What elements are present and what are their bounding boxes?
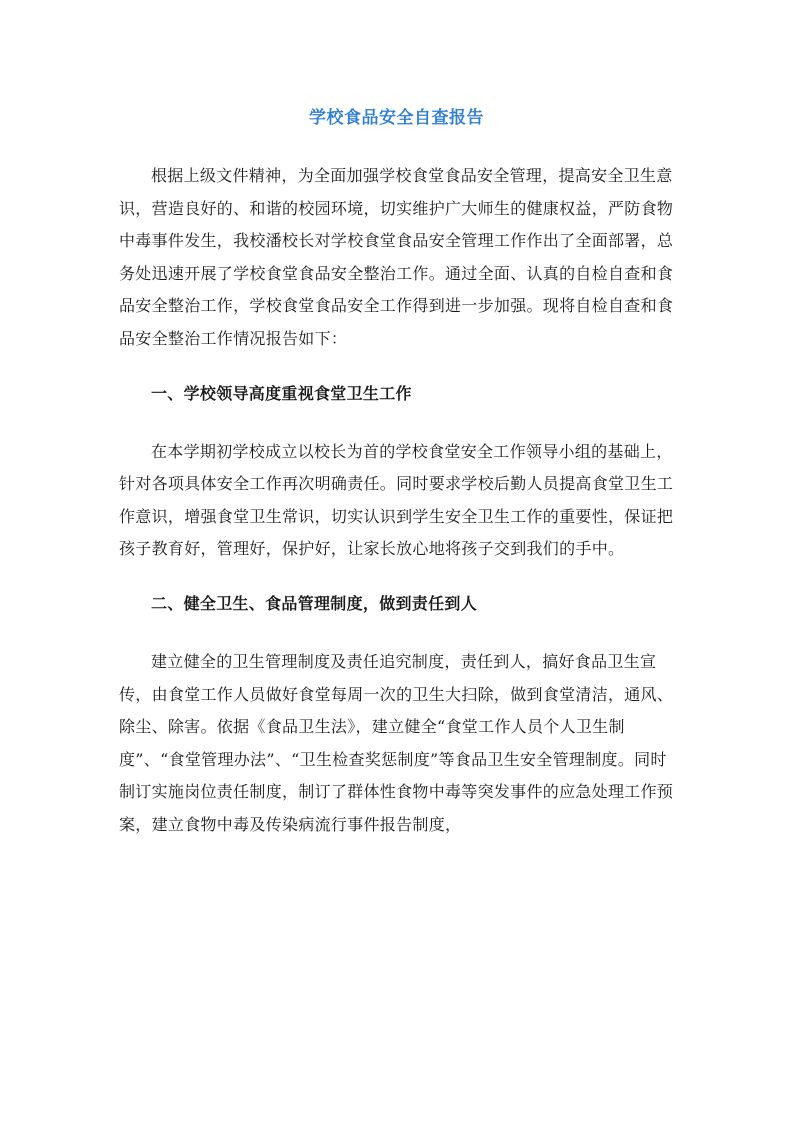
section-heading-1: 一、学校领导高度重视食堂卫生工作 [151,383,412,403]
document-body [119,160,679,842]
spacer [119,356,679,378]
spacer [119,620,679,646]
section-body-1: 在本学期初学校成立以校长为首的学校食堂安全工作领导小组的基础上，针对各项具体安全工作再次明确责任。同时要求学校后勤人员提高食堂卫生工作意识，增强食堂卫生常识，切实认识到学生安全卫生工作的重要性，保证把孩子教育好，管理好，保护好，让家长放心地将孩子交到我们的手中。 [119,441,674,559]
section-body-2: 建立健全的卫生管理制度及责任追究制度，责任到人，搞好食品卫生宣传，由食堂工作人员做好食堂每周一次的卫生大扫除，做到食堂清洁，通风、除尘、除害。依据《食品卫生法》，建立健全“食堂工作人员个人卫生制度”、“食堂管理办法”、“卫生检查奖惩制度”等食品卫生安全管理制度。同时制订实施岗位责任制度，制订了群体性食物中毒等突发事件的应急处理工作预案，建立食物中毒及传染病流行事件报告制度， [119,651,674,834]
spacer [119,410,679,436]
spacer [119,566,679,588]
section-heading-2: 二、健全卫生、食品管理制度，做到责任到人 [151,593,478,613]
document-title: 学校食品安全自查报告 [309,108,484,128]
intro-paragraph: 根据上级文件精神，为全面加强学校食堂食品安全管理，提高安全卫生意识，营造良好的、和谐的校园环境，切实维护广大师生的健康权益，严防食物中毒事件发生，我校潘校长对学校食堂食品安全管理工作作出了全面部署，总务处迅速开展了学校食堂食品安全整治工作。通过全面、认真的自检自查和食品安全整治工作，学校食堂食品安全工作得到进一步加强。现将自检自查和食品安全整治工作情况报告如下： [119,166,674,348]
